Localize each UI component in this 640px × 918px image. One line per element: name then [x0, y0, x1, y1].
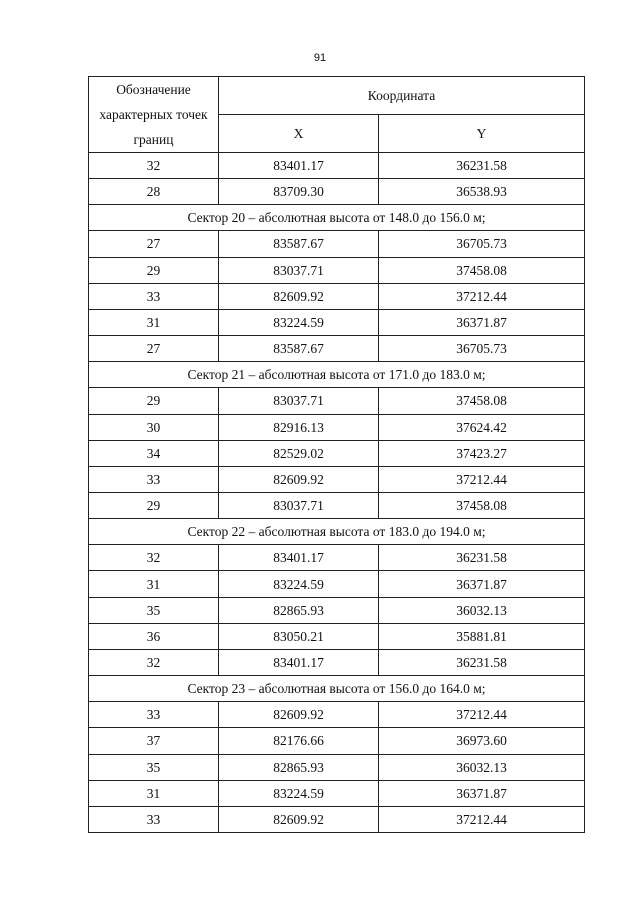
table-row — [89, 179, 585, 205]
table-row — [89, 728, 585, 754]
point-number-cell: 31 — [89, 780, 219, 806]
y-coordinate-cell: 36032.13 — [379, 754, 585, 780]
x-coordinate-cell: 83224.59 — [219, 309, 379, 335]
point-number-cell: 28 — [89, 179, 219, 205]
table-row — [89, 309, 585, 335]
y-coordinate-cell: 36231.58 — [379, 650, 585, 676]
x-coordinate-cell: 82609.92 — [219, 283, 379, 309]
point-number-cell: 27 — [89, 336, 219, 362]
x-coordinate-cell: 83401.17 — [219, 650, 379, 676]
point-number-cell: 29 — [89, 257, 219, 283]
y-column-header: Y — [379, 115, 585, 153]
y-coordinate-cell: 37458.08 — [379, 257, 585, 283]
table-row — [89, 571, 585, 597]
y-coordinate-cell: 36371.87 — [379, 309, 585, 335]
x-coordinate-cell: 82865.93 — [219, 754, 379, 780]
table-row — [89, 754, 585, 780]
point-designation-header: Обозначение характерных точек границ — [89, 77, 219, 153]
point-number-cell: 33 — [89, 283, 219, 309]
x-coordinate-cell: 82609.92 — [219, 466, 379, 492]
y-coordinate-cell: 36973.60 — [379, 728, 585, 754]
table-row — [89, 650, 585, 676]
sector-row — [89, 205, 585, 231]
y-coordinate-cell: 36705.73 — [379, 231, 585, 257]
sector-caption: Сектор 21 – абсолютная высота от 171.0 до 183.0 м; — [89, 362, 585, 388]
table-body — [89, 153, 585, 833]
x-coordinate-cell: 83037.71 — [219, 257, 379, 283]
table-row — [89, 440, 585, 466]
point-number-cell: 37 — [89, 728, 219, 754]
x-coordinate-cell: 83050.21 — [219, 623, 379, 649]
x-coordinate-cell: 83709.30 — [219, 179, 379, 205]
table-header — [89, 77, 585, 153]
point-number-cell: 31 — [89, 571, 219, 597]
coordinate-header: Координата — [219, 77, 585, 115]
point-number-cell: 33 — [89, 806, 219, 832]
y-coordinate-cell: 37458.08 — [379, 493, 585, 519]
point-number-cell: 32 — [89, 650, 219, 676]
table-row — [89, 623, 585, 649]
table-row — [89, 597, 585, 623]
y-coordinate-cell: 36231.58 — [379, 153, 585, 179]
x-coordinate-cell: 82176.66 — [219, 728, 379, 754]
y-coordinate-cell: 37212.44 — [379, 466, 585, 492]
x-coordinate-cell: 83037.71 — [219, 388, 379, 414]
table-row — [89, 702, 585, 728]
sector-caption: Сектор 20 – абсолютная высота от 148.0 до 156.0 м; — [89, 205, 585, 231]
x-coordinate-cell: 83587.67 — [219, 231, 379, 257]
table-row — [89, 414, 585, 440]
point-number-cell: 29 — [89, 493, 219, 519]
x-column-header: X — [219, 115, 379, 153]
x-coordinate-cell: 82529.02 — [219, 440, 379, 466]
point-number-cell: 33 — [89, 466, 219, 492]
y-coordinate-cell: 36371.87 — [379, 571, 585, 597]
point-number-cell: 32 — [89, 153, 219, 179]
y-coordinate-cell: 36371.87 — [379, 780, 585, 806]
table-row — [89, 257, 585, 283]
y-coordinate-cell: 37624.42 — [379, 414, 585, 440]
y-coordinate-cell: 37212.44 — [379, 702, 585, 728]
table-row — [89, 388, 585, 414]
point-number-cell: 33 — [89, 702, 219, 728]
y-coordinate-cell: 37458.08 — [379, 388, 585, 414]
table-row — [89, 153, 585, 179]
y-coordinate-cell: 36538.93 — [379, 179, 585, 205]
y-coordinate-cell: 36705.73 — [379, 336, 585, 362]
sector-caption: Сектор 22 – абсолютная высота от 183.0 до 194.0 м; — [89, 519, 585, 545]
point-number-cell: 35 — [89, 597, 219, 623]
x-coordinate-cell: 83037.71 — [219, 493, 379, 519]
point-number-cell: 36 — [89, 623, 219, 649]
sector-row — [89, 519, 585, 545]
table-row — [89, 780, 585, 806]
point-number-cell: 27 — [89, 231, 219, 257]
table-row — [89, 336, 585, 362]
point-number-cell: 29 — [89, 388, 219, 414]
sector-caption: Сектор 23 – абсолютная высота от 156.0 до 164.0 м; — [89, 676, 585, 702]
table-row — [89, 466, 585, 492]
x-coordinate-cell: 82609.92 — [219, 806, 379, 832]
x-coordinate-cell: 83224.59 — [219, 571, 379, 597]
page-number: 91 — [313, 52, 327, 64]
y-coordinate-cell: 37212.44 — [379, 806, 585, 832]
x-coordinate-cell: 82609.92 — [219, 702, 379, 728]
coordinates-table — [88, 76, 585, 833]
point-number-cell: 35 — [89, 754, 219, 780]
table-row — [89, 545, 585, 571]
x-coordinate-cell: 83401.17 — [219, 153, 379, 179]
sector-row — [89, 676, 585, 702]
table-row — [89, 493, 585, 519]
sector-row — [89, 362, 585, 388]
point-number-cell: 32 — [89, 545, 219, 571]
y-coordinate-cell: 35881.81 — [379, 623, 585, 649]
point-number-cell: 31 — [89, 309, 219, 335]
x-coordinate-cell: 83401.17 — [219, 545, 379, 571]
x-coordinate-cell: 83224.59 — [219, 780, 379, 806]
x-coordinate-cell: 83587.67 — [219, 336, 379, 362]
y-coordinate-cell: 37212.44 — [379, 283, 585, 309]
point-number-cell: 34 — [89, 440, 219, 466]
table-row — [89, 231, 585, 257]
y-coordinate-cell: 37423.27 — [379, 440, 585, 466]
x-coordinate-cell: 82865.93 — [219, 597, 379, 623]
point-number-cell: 30 — [89, 414, 219, 440]
y-coordinate-cell: 36032.13 — [379, 597, 585, 623]
x-coordinate-cell: 82916.13 — [219, 414, 379, 440]
table-row — [89, 806, 585, 832]
y-coordinate-cell: 36231.58 — [379, 545, 585, 571]
table-row — [89, 283, 585, 309]
